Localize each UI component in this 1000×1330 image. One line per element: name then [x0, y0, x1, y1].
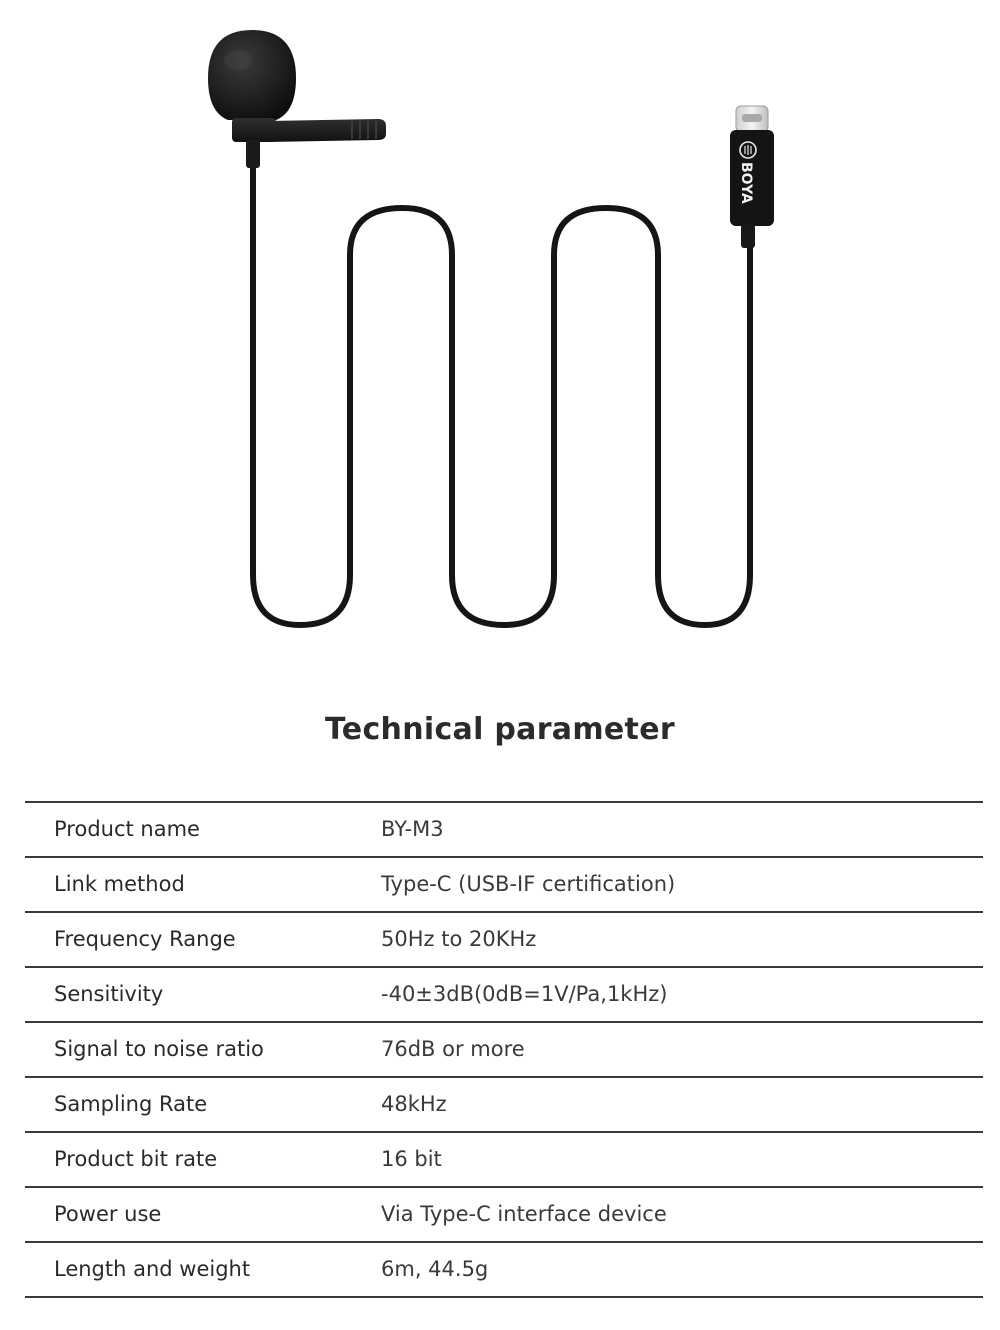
spec-label: Sampling Rate — [54, 1092, 208, 1116]
spec-value: 76dB or more — [381, 1037, 525, 1061]
spec-label: Product bit rate — [54, 1147, 218, 1171]
usb-type-c-plug — [730, 106, 774, 248]
section-title: Technical parameter — [325, 712, 675, 747]
spec-label: Power use — [54, 1202, 162, 1226]
spec-label: Link method — [54, 872, 185, 896]
microphone-head — [208, 30, 296, 120]
tie-clip — [232, 118, 386, 168]
spec-label: Product name — [54, 817, 200, 841]
table-row — [25, 1023, 983, 1078]
spec-value: -40±3dB(0dB=1V/Pa,1kHz) — [381, 982, 668, 1006]
table-row — [25, 858, 983, 913]
connector-brand-mark: BOYA — [738, 162, 754, 204]
table-row — [25, 1188, 983, 1243]
table-row — [25, 803, 983, 858]
spec-value: Type-C (USB-IF certification) — [381, 872, 676, 896]
spec-label: Sensitivity — [54, 982, 164, 1006]
spec-label: Frequency Range — [54, 927, 236, 951]
table-row — [25, 1133, 983, 1188]
spec-table — [25, 801, 983, 1298]
table-row — [25, 968, 983, 1023]
table-row — [25, 1243, 983, 1298]
spec-value: Via Type-C interface device — [381, 1202, 667, 1226]
spec-value: 50Hz to 20KHz — [381, 927, 537, 951]
table-row — [25, 1078, 983, 1133]
microphone-cable — [253, 165, 750, 625]
spec-label: Length and weight — [54, 1257, 251, 1281]
spec-value: 6m, 44.5g — [381, 1257, 489, 1281]
spec-value: 16 bit — [381, 1147, 442, 1171]
spec-value: 48kHz — [381, 1092, 447, 1116]
spec-value: BY-M3 — [381, 817, 444, 841]
table-row — [25, 913, 983, 968]
spec-label: Signal to noise ratio — [54, 1037, 264, 1061]
